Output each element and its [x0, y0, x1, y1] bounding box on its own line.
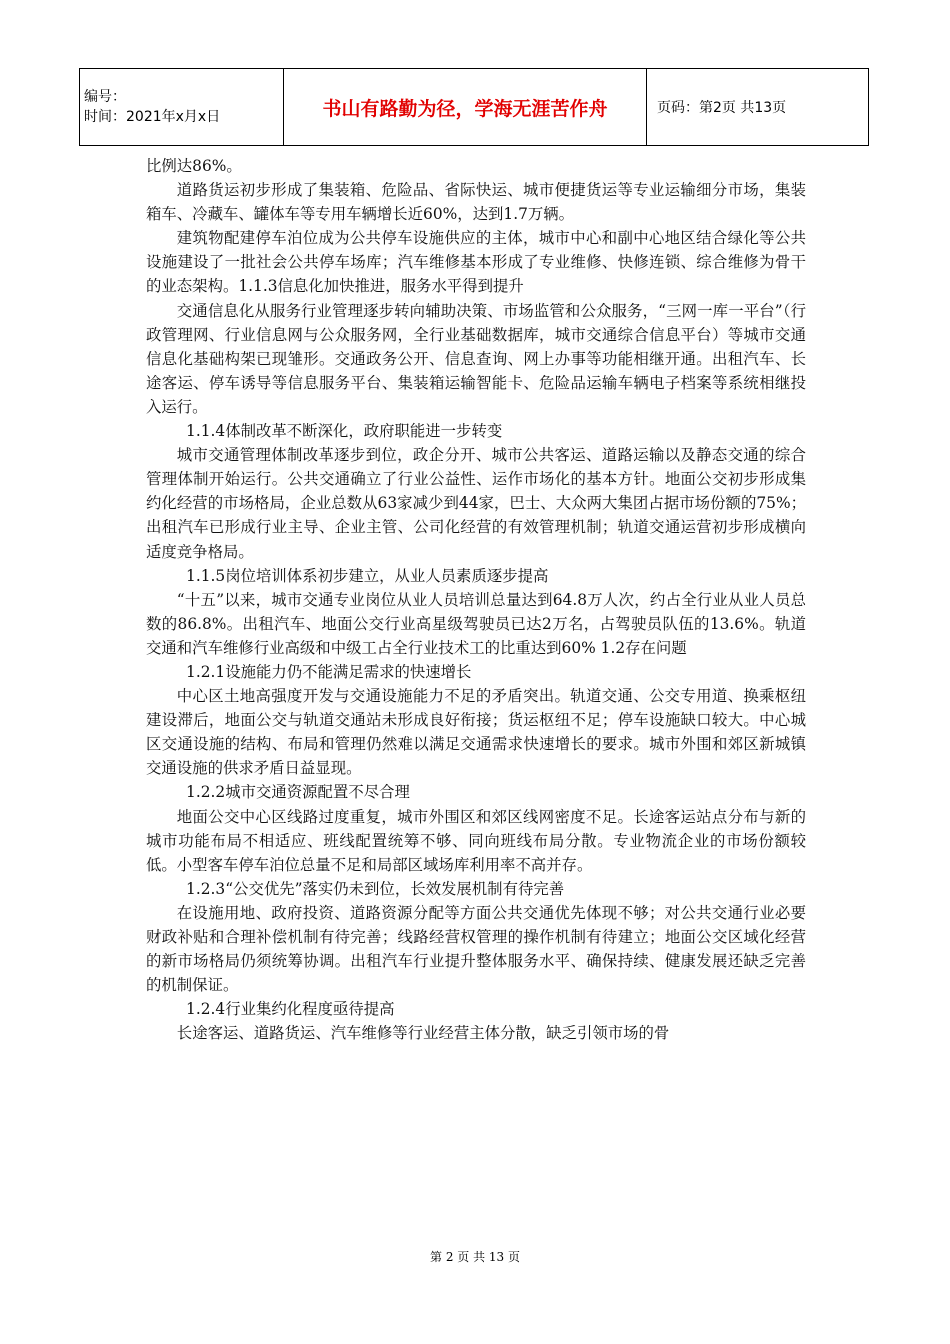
page-footer: 第 2 页 共 13 页: [430, 1250, 520, 1264]
header-meta: [80, 69, 284, 146]
paragraph: 在设施用地、政府投资、道路资源分配等方面公共交通优先体现不够；对公共交通行业必要财政补贴和合理补偿机制有待完善；线路经营权管理的操作机制有待建立；地面公交区域化经营的新市场格局仍须统筹协调。出租汽车行业提升整体服务水平、确保持续、健康发展还缺乏完善的机制保证。: [146, 903, 806, 995]
page-header: [79, 68, 869, 146]
section-heading: 1.2.4行业集约化程度亟待提高: [186, 1000, 395, 1019]
document-body: [146, 154, 806, 1045]
paragraph: 交通信息化从服务行业管理逐步转向辅助决策、市场监管和公众服务，“三网一库一平台”（行政管理网、行业信息网与公众服务网，全行业基础数据库，城市交通综合信息平台）等城市交通信息化基础构架已现雏形。交通政务公开、信息查询、网上办事等功能相继开通。出租汽车、长途客运、停车诱导等信息服务平台、集装箱运输智能卡、危险品运输车辆电子档案等系统相继投入运行。: [146, 301, 806, 416]
paragraph: 城市交通管理体制改革逐步到位，政企分开、城市公共客运、道路运输以及静态交通的综合管理体制开始运行。公共交通确立了行业公益性、运作市场化的基本方针。地面公交初步形成集约化经营的市场格局，企业总数从63家减少到44家，巴士、大众两大集团占据市场份额的75%；出租汽车已形成行业主导、企业主管、公司化经营的有效管理机制；轨道交通运营初步形成横向适度竞争格局。: [146, 446, 806, 561]
header-page-number: 页码：第2页 共13页: [647, 69, 869, 146]
number-label: 编号：: [84, 89, 126, 105]
paragraph: “十五”以来，城市交通专业岗位从业人员培训总量达到64.8万人次，约占全行业从业人员总数的86.8%。出租汽车、地面公交行业高星级驾驶员已达2万名，占驾驶员队伍的13.6%。轨道交通和汽车维修行业高级和中级工占全行业技术工的比重达到60% 1.2存在问题: [146, 590, 806, 657]
section-heading: 1.2.3“公交优先”落实仍未到位，长效发展机制有待完善: [186, 879, 565, 898]
time-label: 时间：2021年x月x日: [84, 109, 221, 125]
paragraph: 地面公交中心区线路过度重复，城市外围区和郊区线网密度不足。长途客运站点分布与新的城市功能布局不相适应、班线配置统筹不够、同向班线布局分散。专业物流企业的市场份额较低。小型客车停车泊位总量不足和局部区域场库利用率不高并存。: [146, 807, 806, 874]
section-heading: 1.2.1设施能力仍不能满足需求的快速增长: [186, 662, 472, 681]
section-heading: 1.2.2城市交通资源配置不尽合理: [186, 783, 410, 802]
paragraph: 比例达86%。: [146, 157, 242, 175]
paragraph: 中心区土地高强度开发与交通设施能力不足的矛盾突出。轨道交通、公交专用道、换乘枢纽建设滞后，地面公交与轨道交通站未形成良好衔接；货运枢纽不足；停车设施缺口较大。中心城区交通设施的结构、布局和管理仍然难以满足交通需求快速增长的要求。城市外围和郊区新城镇交通设施的供求矛盾日益显现。: [146, 687, 806, 778]
paragraph: 道路货运初步形成了集装箱、危险品、省际快运、城市便捷货运等专业运输细分市场，集装箱车、冷藏车、罐体车等专用车辆增长近60%，达到1.7万辆。: [146, 181, 806, 224]
paragraph: 建筑物配建停车泊位成为公共停车设施供应的主体，城市中心和副中心地区结合绿化等公共设施建设了一批社会公共停车场库；汽车维修基本形成了专业维修、快修连锁、综合维修为骨干的业态架构。1.1.3信息化加快推进，服务水平得到提升: [146, 229, 806, 296]
section-heading: 1.1.4体制改革不断深化，政府职能进一步转变: [186, 422, 503, 441]
header-motto: 书山有路勤为径，学海无涯苦作舟: [284, 69, 647, 146]
section-heading: 1.1.5岗位培训体系初步建立，从业人员素质逐步提高: [186, 566, 549, 585]
paragraph: 长途客运、道路货运、汽车维修等行业经营主体分散，缺乏引领市场的骨: [176, 1024, 670, 1043]
